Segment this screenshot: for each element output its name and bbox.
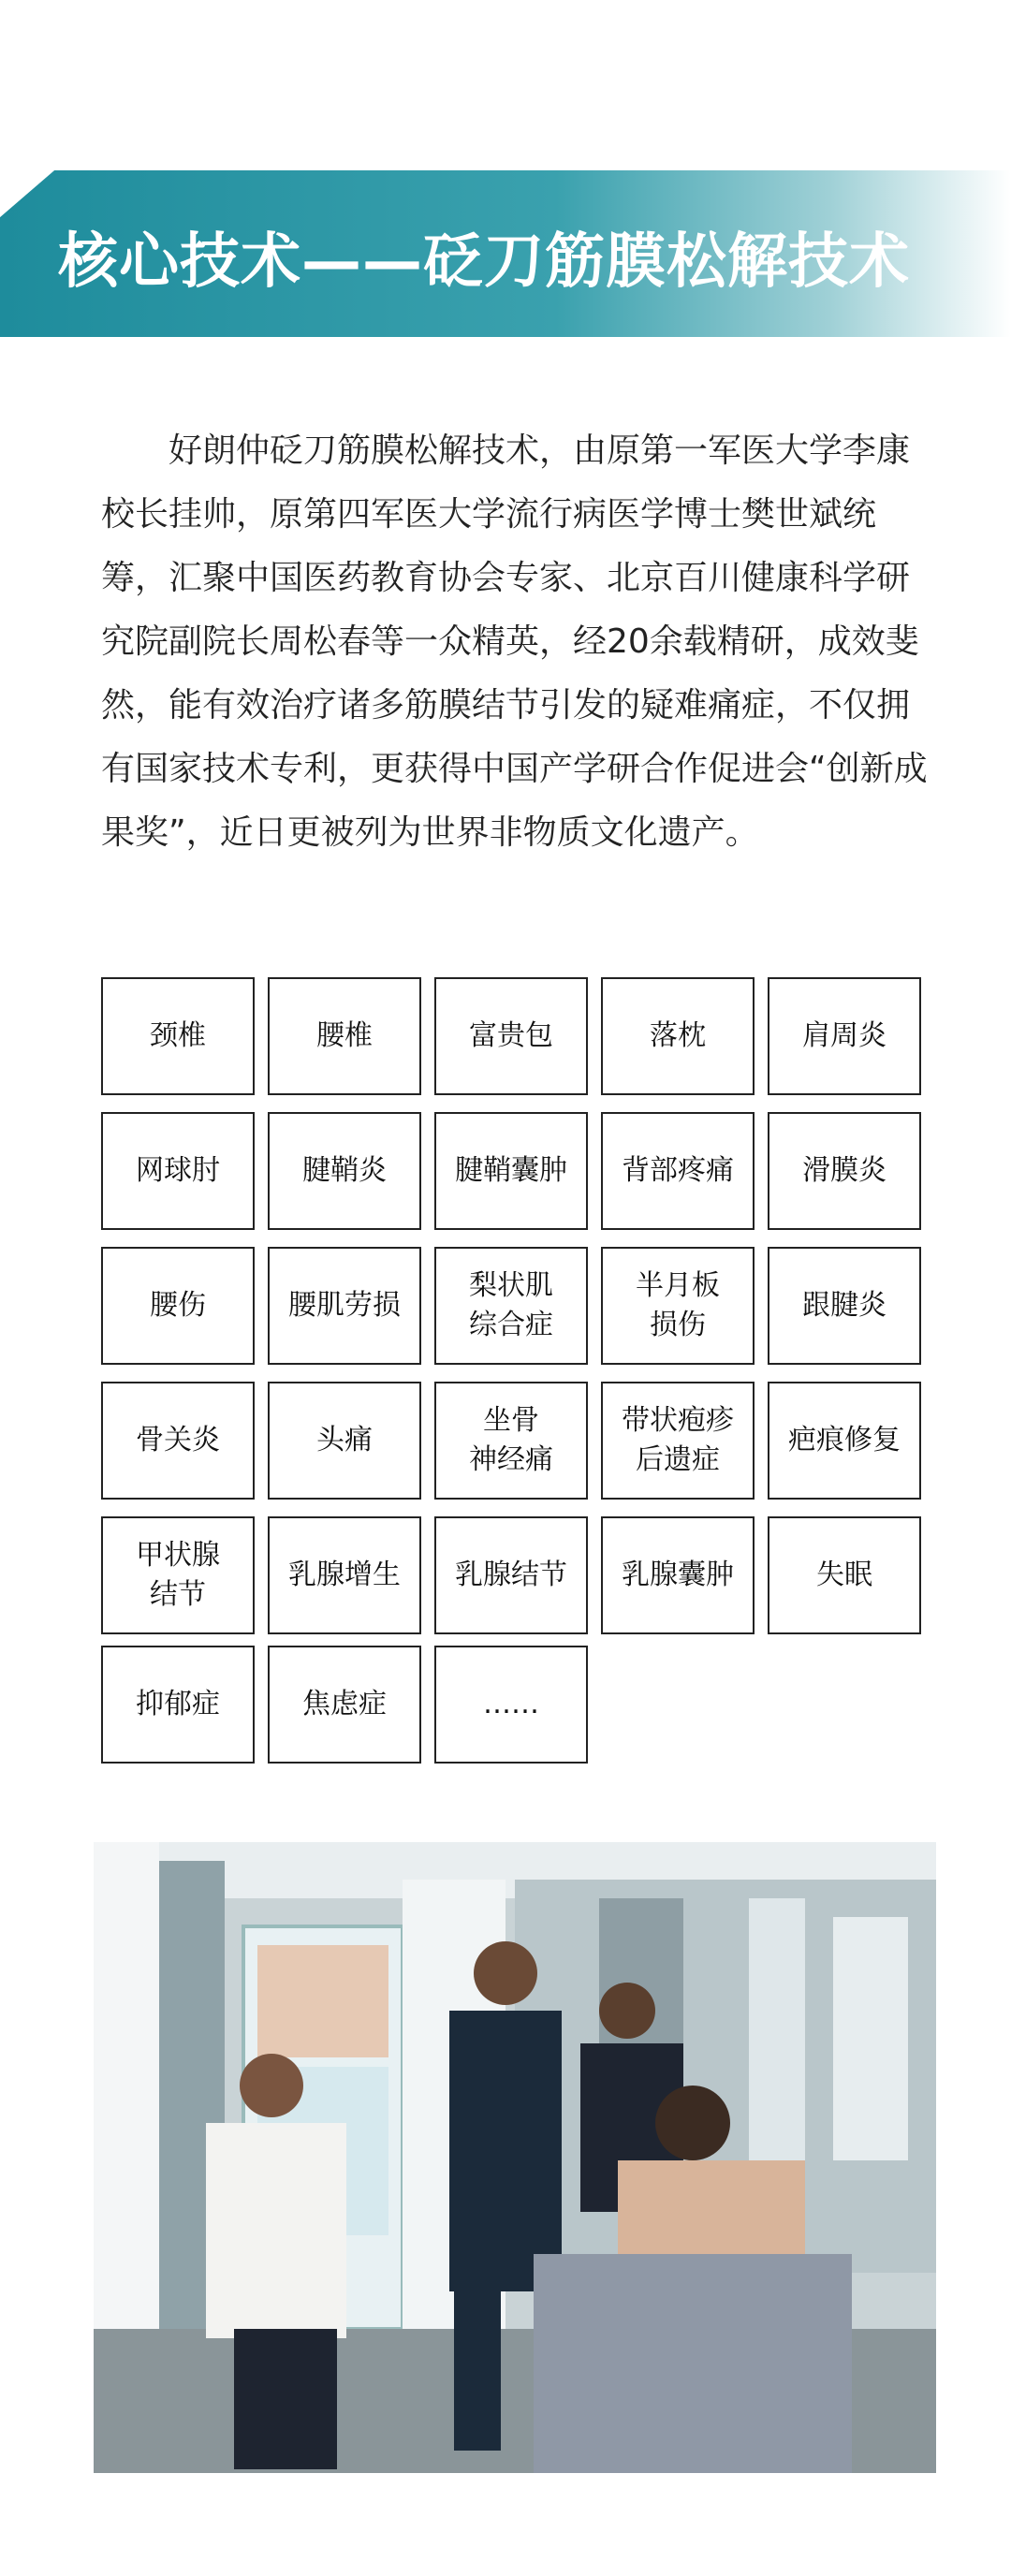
page-title: 核心技术——砭刀筋膜松解技术 — [58, 227, 910, 297]
condition-cell: 梨状肌 综合症 — [434, 1247, 588, 1365]
condition-cell: 富贵包 — [434, 977, 588, 1095]
condition-cell: 腱鞘炎 — [268, 1112, 421, 1230]
condition-cell: 腰椎 — [268, 977, 421, 1095]
condition-cell: 滑膜炎 — [768, 1112, 921, 1230]
condition-cell: 半月板 损伤 — [601, 1247, 755, 1365]
condition-cell: 焦虑症 — [268, 1646, 421, 1764]
condition-cell: 骨关炎 — [101, 1382, 255, 1500]
condition-cell: 跟腱炎 — [768, 1247, 921, 1365]
condition-cell: 甲状腺 结节 — [101, 1516, 255, 1634]
condition-cell: 抑郁症 — [101, 1646, 255, 1764]
condition-cell: 疤痕修复 — [768, 1382, 921, 1500]
condition-cell: 落枕 — [601, 977, 755, 1095]
condition-cell: 头痛 — [268, 1382, 421, 1500]
condition-cell: 带状疱疹 后遗症 — [601, 1382, 755, 1500]
condition-cell: 背部疼痛 — [601, 1112, 755, 1230]
condition-cell: 腰伤 — [101, 1247, 255, 1365]
condition-cell: 乳腺结节 — [434, 1516, 588, 1634]
condition-cell: 乳腺增生 — [268, 1516, 421, 1634]
title-banner — [0, 170, 1011, 337]
condition-cell: 腱鞘囊肿 — [434, 1112, 588, 1230]
condition-cell: 网球肘 — [101, 1112, 255, 1230]
condition-cell: 乳腺囊肿 — [601, 1516, 755, 1634]
condition-cell: 坐骨 神经痛 — [434, 1382, 588, 1500]
condition-cell: 失眠 — [768, 1516, 921, 1634]
treatment-scene-image — [94, 1842, 936, 2473]
intro-paragraph: 好朗仲砭刀筋膜松解技术，由原第一军医大学李康校长挂帅，原第四军医大学流行病医学博士樊世斌统筹，汇聚中国医药教育协会专家、北京百川健康科学研究院副院长周松春等一众精英，经20余载精研，成效斐然，能有效治疗诸多筋膜结节引发的疑难痛症，不仅拥有国家技术专利，更获得中国产学研合作促进会“创新成果奖”，近日更被列为世界非物质文化遗产。 — [101, 432, 928, 852]
condition-cell: 颈椎 — [101, 977, 255, 1095]
clinic-photo — [94, 1842, 936, 2473]
condition-cell: …… — [434, 1646, 588, 1764]
condition-cell: 腰肌劳损 — [268, 1247, 421, 1365]
condition-cell: 肩周炎 — [768, 977, 921, 1095]
